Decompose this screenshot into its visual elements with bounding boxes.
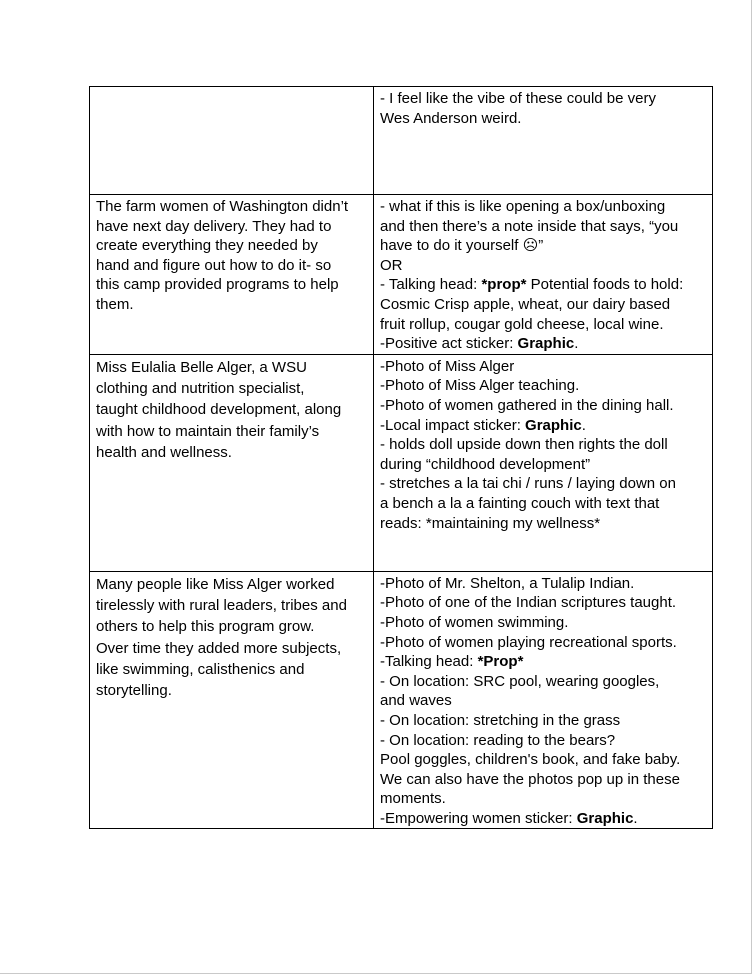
line-suffix: . — [633, 809, 638, 827]
text-line: this camp provided programs to help — [96, 276, 339, 294]
text-line: Wes Anderson weird. — [380, 109, 522, 127]
text-line: fruit rollup, cougar gold cheese, local wine. — [380, 315, 664, 333]
text-line: tirelessly with rural leaders, tribes and — [96, 597, 347, 615]
bold-text: Graphic — [517, 335, 575, 353]
text-line: and then there’s a note inside that says, “you — [380, 217, 679, 235]
table-row — [90, 195, 713, 355]
text-line: -Photo of women swimming. — [380, 613, 569, 631]
bold-text: Graphic — [576, 809, 634, 827]
text-line: - On location: SRC pool, wearing googles, — [380, 672, 660, 690]
text-line: clothing and nutrition specialist, — [96, 380, 305, 398]
text-line — [380, 334, 706, 354]
text-line: with how to maintain their family’s — [96, 422, 320, 440]
text-line — [380, 652, 706, 672]
visuals-cell — [374, 195, 713, 355]
script-table — [89, 86, 713, 829]
text-line: during “childhood development” — [380, 455, 591, 473]
text-line: -Photo of one of the Indian scriptures taught. — [380, 594, 677, 612]
text-line: moments. — [380, 790, 446, 808]
line-prefix: -Talking head: — [380, 653, 478, 671]
text-line: We can also have the photos pop up in these — [380, 770, 680, 788]
text-line — [380, 809, 706, 829]
text-line: -Photo of women playing recreational sports. — [380, 633, 677, 651]
text-line: storytelling. — [96, 682, 172, 700]
text-line: health and wellness. — [96, 443, 232, 461]
text-line — [380, 275, 706, 295]
visuals-cell — [374, 354, 713, 571]
line-prefix: -Empowering women sticker: — [380, 809, 577, 827]
text-line: taught childhood development, along — [96, 401, 342, 419]
text-line: - what if this is like opening a box/unboxing — [380, 198, 666, 215]
text-line — [380, 416, 706, 436]
line-prefix: -Positive act sticker: — [380, 335, 518, 353]
text-line: Cosmic Crisp apple, wheat, our dairy based — [380, 295, 671, 313]
text-line: a bench a la a fainting couch with text that — [380, 494, 660, 512]
text-line: - On location: stretching in the grass — [380, 711, 621, 729]
narration-cell — [90, 87, 374, 195]
text-line: - On location: reading to the bears? — [380, 731, 616, 749]
text-line: Many people like Miss Alger worked — [96, 575, 335, 593]
text-line: create everything they needed by — [96, 237, 318, 255]
narration-cell — [90, 571, 374, 829]
line-suffix: . — [581, 416, 586, 434]
text-line: -Photo of Miss Alger teaching. — [380, 377, 580, 395]
text-line: Miss Eulalia Belle Alger, a WSU — [96, 358, 307, 376]
line-suffix: Potential foods to hold: — [526, 276, 684, 294]
table-row — [90, 571, 713, 829]
text-line: - I feel like the vibe of these could be very — [380, 90, 656, 107]
line-suffix: . — [574, 335, 579, 353]
bold-text: Graphic — [525, 416, 582, 434]
table-row — [90, 87, 713, 195]
text-line: -Photo of women gathered in the dining hall. — [380, 396, 674, 414]
text-line: Pool goggles, children's book, and fake baby. — [380, 751, 681, 769]
text-line: like swimming, calisthenics and — [96, 660, 305, 678]
text-line: have to do it yourself ☹” — [380, 237, 544, 255]
table-row — [90, 354, 713, 571]
text-line: reads: *maintaining my wellness* — [380, 514, 601, 532]
text-line: OR — [380, 256, 403, 274]
bold-text: *Prop* — [477, 653, 524, 671]
bold-text: *prop* — [481, 276, 527, 294]
text-line: - stretches a la tai chi / runs / laying down on — [380, 475, 676, 493]
text-line: hand and figure out how to do it- so — [96, 256, 332, 274]
text-line: have next day delivery. They had to — [96, 217, 332, 235]
visuals-cell — [374, 571, 713, 829]
visuals-cell — [374, 87, 713, 195]
text-line: them. — [96, 295, 134, 313]
text-line: Over time they added more subjects, — [96, 639, 342, 657]
line-prefix: - Talking head: — [380, 276, 482, 294]
text-line: -Photo of Miss Alger — [380, 357, 515, 375]
text-line: -Photo of Mr. Shelton, a Tulalip Indian. — [380, 574, 635, 592]
text-line: - holds doll upside down then rights the doll — [380, 436, 668, 454]
text-line: The farm women of Washington didn’t — [96, 198, 349, 215]
narration-cell — [90, 195, 374, 355]
text-line: and waves — [380, 692, 452, 710]
text-line: others to help this program grow. — [96, 618, 315, 636]
line-prefix: -Local impact sticker: — [380, 416, 526, 434]
narration-cell — [90, 354, 374, 571]
